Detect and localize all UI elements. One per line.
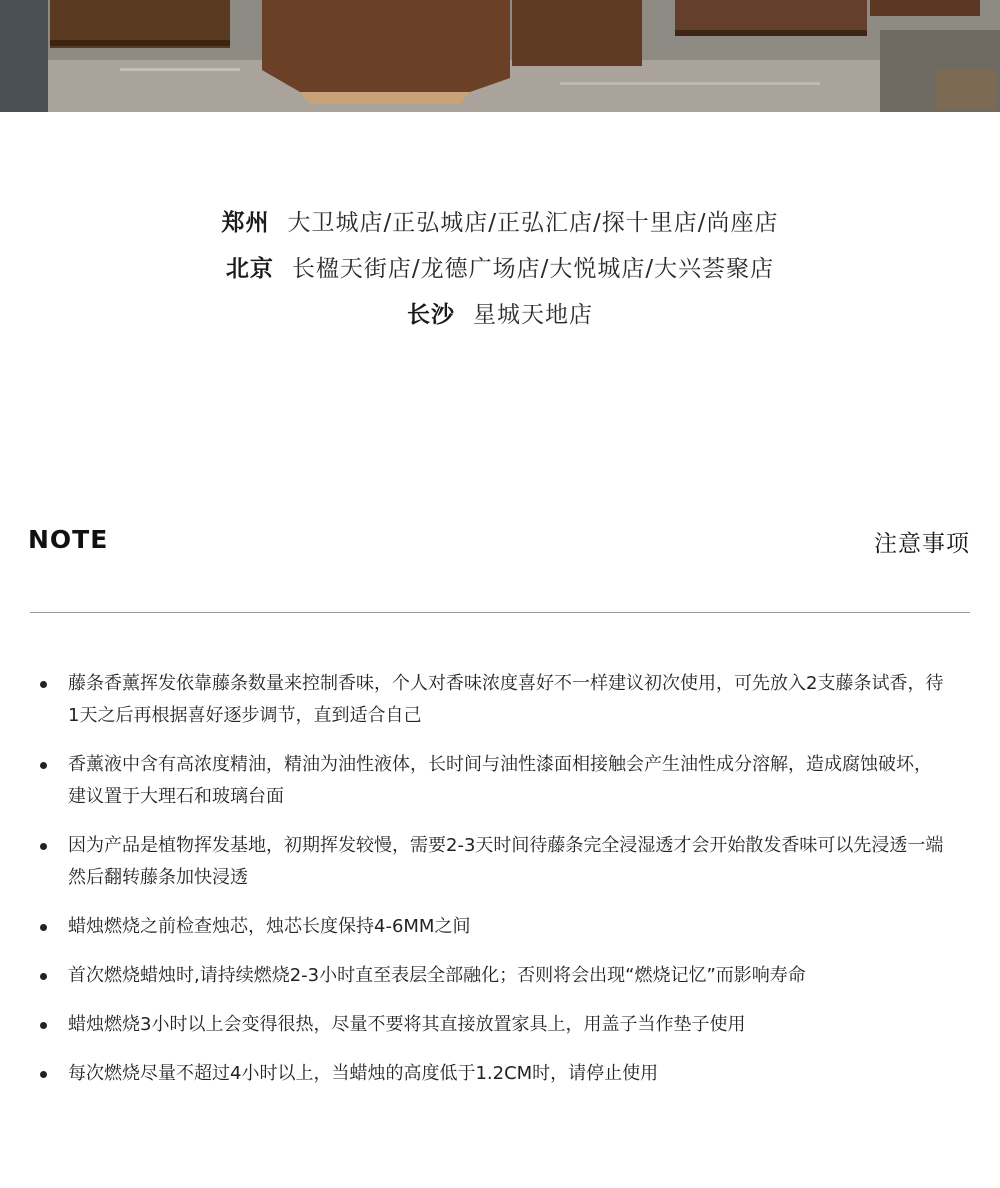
store-line-changsha <box>0 292 1000 338</box>
bullet-icon <box>40 924 47 931</box>
bullet-icon <box>40 973 47 980</box>
section-divider <box>30 612 970 613</box>
bullet-icon <box>40 1022 47 1029</box>
note-text: 香薰液中含有高浓度精油，精油为油性液体，长时间与油性漆面相接触会产生油性成分溶解，造成腐蚀破坏，建议置于大理石和玻璃台面 <box>68 754 932 807</box>
note-text: 每次燃烧尽量不超过4小时以上，当蜡烛的高度低于1.2CM时，请停止使用 <box>68 1063 659 1084</box>
bullet-icon <box>40 1071 47 1078</box>
store-line-zhengzhou <box>0 200 1000 246</box>
list-item <box>0 1009 1000 1041</box>
city-name: 郑州 <box>221 210 270 236</box>
store-interior-photo <box>0 0 1000 112</box>
bullet-icon <box>40 681 47 688</box>
note-title-cn: 注意事项 <box>874 531 970 557</box>
list-item <box>0 749 1000 813</box>
store-line-beijing <box>0 246 1000 292</box>
list-item <box>0 1058 1000 1090</box>
notes-list <box>0 668 1000 1107</box>
note-text: 蜡烛燃烧之前检查烛芯，烛芯长度保持4-6MM之间 <box>68 916 471 937</box>
note-text: 蜡烛燃烧3小时以上会变得很热，尽量不要将其直接放置家具上，用盖子当作垫子使用 <box>68 1014 746 1035</box>
note-text: 藤条香薰挥发依靠藤条数量来控制香味，个人对香味浓度喜好不一样建议初次使用，可先放入2支藤条试香，待1天之后再根据喜好逐步调节，直到适合自己 <box>68 673 944 726</box>
note-title-en: NOTE <box>28 525 109 554</box>
list-item <box>0 911 1000 943</box>
note-text: 因为产品是植物挥发基地，初期挥发较慢，需要2-3天时间待藤条完全浸湿透才会开始散发香味可以先浸透一端然后翻转藤条加快浸透 <box>68 835 944 888</box>
city-name: 长沙 <box>407 302 455 328</box>
store-interior-illustration <box>0 0 1000 112</box>
bullet-icon <box>40 843 47 850</box>
shop-names: 大卫城店/正弘城店/正弘汇店/探十里店/尚座店 <box>287 210 779 236</box>
bullet-icon <box>40 762 47 769</box>
note-text: 首次燃烧蜡烛时,请持续燃烧2-3小时直至表层全部融化；否则将会出现“燃烧记忆”而影响寿命 <box>68 965 806 986</box>
shop-names: 星城天地店 <box>473 302 593 328</box>
list-item <box>0 960 1000 992</box>
shop-names: 长楹天街店/龙德广场店/大悦城店/大兴荟聚店 <box>291 256 775 282</box>
store-list <box>0 200 1000 338</box>
city-name: 北京 <box>225 256 274 282</box>
list-item <box>0 830 1000 894</box>
list-item <box>0 668 1000 732</box>
